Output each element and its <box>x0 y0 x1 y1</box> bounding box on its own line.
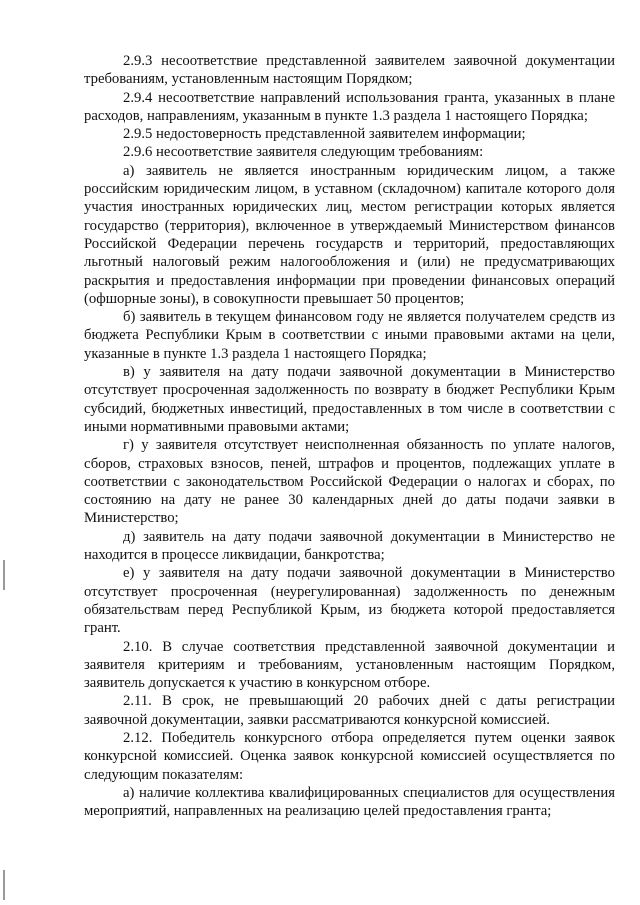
scan-margin-mark <box>3 560 5 590</box>
paragraph: 2.9.5 недостоверность представленной заявителем информации; <box>123 126 526 143</box>
paragraph: в) у заявителя на дату подачи заявочной документации в Министерство отсутствует просроченная задолженность по возврату в бюджет Республики Крым субсидий, бюджетных инвестиций, предоставленных в том числе в соответствии с иными нормативными правовыми актами; <box>84 364 615 435</box>
scan-margin-mark <box>3 870 5 900</box>
paragraph: 2.10. В случае соответствия представленной заявочной документации и заявителя критериям и требованиям, установленным настоящим Порядком, заявитель допускается к участию в конкурсном отборе. <box>84 638 615 692</box>
document-page <box>84 52 615 820</box>
paragraph: 2.12. Победитель конкурсного отбора определяется путем оценки заявок конкурсной комиссией. Оценка заявок конкурсной комиссией осуществляется по следующим показателям: <box>84 729 615 783</box>
paragraph: 2.11. В срок, не превышающий 20 рабочих дней с даты регистрации заявочной документации, заявки рассматриваются конкурсной комиссией. <box>84 693 615 728</box>
paragraph: а) заявитель не является иностранным юридическим лицом, а также российским юридическим лицом, в уставном (складочном) капитале которого доля участия иностранных юридических лиц, местом регистрации которых является государство (территория), включенное в утверждаемый Министерством финансов Российской Федерации перечень государств и территорий, предоставляющих льготный налоговый режим налогообложения и (или) не предусматривающих раскрытия и предоставления информации при проведении финансовых операций (офшорные зоны), в совокупности превышает 50 процентов; <box>84 162 615 307</box>
paragraph: 2.9.3 несоответствие представленной заявителем заявочной документации требованиям, установленным настоящим Порядком; <box>84 53 615 88</box>
paragraph: а) наличие коллектива квалифицированных специалистов для осуществления мероприятий, направленных на реализацию целей предоставления гранта; <box>84 784 615 820</box>
paragraph: г) у заявителя отсутствует неисполненная обязанность по уплате налогов, сборов, страховых взносов, пеней, штрафов и процентов, подлежащих уплате в соответствии с законодательством Российской Федерации о налогах и сборах, по состоянию на дату не ранее 30 календарных дней до даты подачи заявки в Министерство; <box>84 437 615 527</box>
paragraph: д) заявитель на дату подачи заявочной документации в Министерство не находится в процессе ликвидации, банкротства; <box>84 528 615 564</box>
paragraph: е) у заявителя на дату подачи заявочной документации в Министерство отсутствует просроченная (неурегулированная) задолженность по денежным обязательствам перед Республикой Крым, из бюджета которой предоставляется грант. <box>84 565 615 637</box>
paragraph: б) заявитель в текущем финансовом году не является получателем средств из бюджета Республики Крым в соответствии с иными правовыми актами на цели, указанные в пункте 1.3 раздела 1 настоящего Порядка; <box>84 309 615 362</box>
paragraph: 2.9.4 несоответствие направлений использования гранта, указанных в плане расходов, направлениям, указанным в пункте 1.3 раздела 1 настоящего Порядка; <box>84 89 615 124</box>
paragraph: 2.9.6 несоответствие заявителя следующим требованиям: <box>123 144 484 161</box>
